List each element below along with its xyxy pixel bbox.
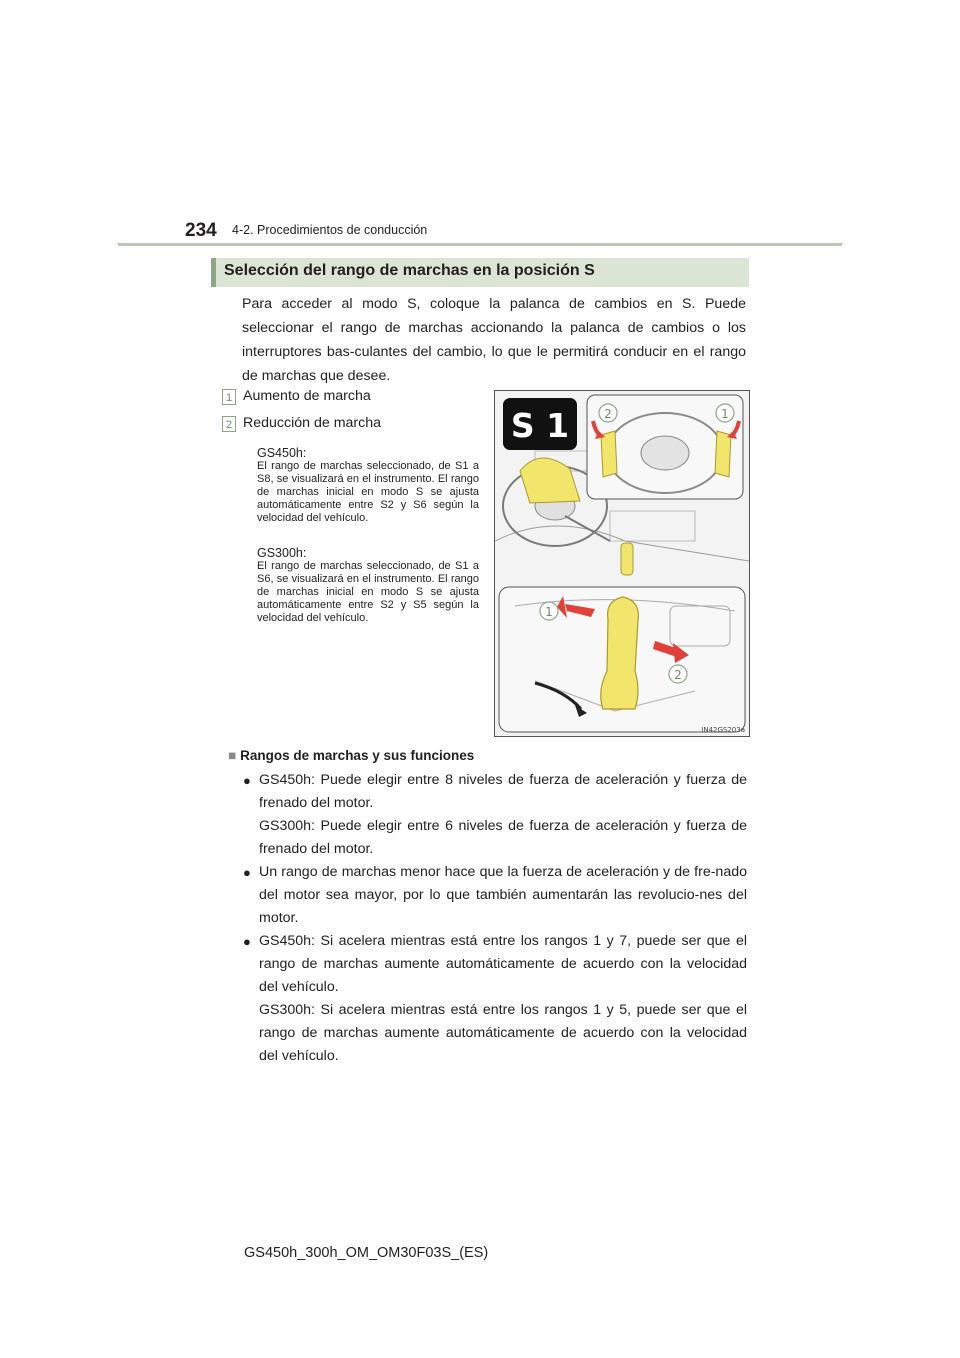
bullet-dot-icon: ●	[243, 773, 251, 788]
illustration-svg	[495, 391, 749, 736]
intro-paragraph: Para acceder al modo S, coloque la palanca de cambios en S. Puede seleccionar el rango de marchas accionando la palanca de cambios o los interruptores bas-culantes del cambio, lo que le permitirá conducir en el rango de marchas que desee.	[242, 296, 746, 384]
item-number-badge: 2	[222, 416, 236, 432]
bullet-line: GS300h: Si acelera mientras está entre los rangos 1 y 5, puede ser que el rango de marchas aumente automáticamente de acuerdo con la velocidad del vehículo.	[259, 1002, 747, 1064]
note-model: GS450h:	[257, 446, 307, 460]
left-paddle	[601, 431, 617, 477]
document-code: GS450h_300h_OM_OM30F03S_(ES)	[244, 1245, 489, 1261]
list-item	[243, 769, 747, 861]
gear-display-label: S 1	[510, 406, 570, 445]
callout-number: 2	[604, 407, 612, 421]
page-number: 234	[185, 220, 217, 241]
callout-number: 1	[721, 407, 729, 421]
right-paddle	[715, 431, 731, 477]
shift-illustration	[494, 390, 750, 737]
note-text: El rango de marchas seleccionado, de S1 a S8, se visualizará en el instrumento. El rango de marchas inicial en modo S se ajusta automáticamente entre S2 y S6 según la velocidad del vehículo.	[257, 460, 479, 524]
small-shift-lever	[621, 543, 633, 575]
square-bullet-icon: ■	[228, 748, 237, 763]
bullet-dot-icon: ●	[243, 865, 251, 880]
list-item	[243, 861, 747, 930]
inset-hub	[641, 436, 689, 470]
callout-number: 1	[545, 605, 553, 619]
bullet-line: GS450h: Puede elegir entre 8 niveles de fuerza de aceleración y fuerza de frenado del motor.	[259, 772, 747, 811]
callout-number: 2	[674, 668, 682, 682]
bullet-line: Un rango de marchas menor hace que la fuerza de aceleración y de fre-nado del motor sea mayor, por lo que también aumentarán las revolucio-nes del motor.	[259, 864, 747, 926]
item-label-downshift: Reducción de marcha	[243, 415, 382, 431]
header-rule	[118, 243, 842, 246]
item-number-badge: 1	[222, 389, 236, 405]
bullet-line: GS300h: Puede elegir entre 6 niveles de fuerza de aceleración y fuerza de frenado del motor.	[259, 818, 747, 857]
subsection-title-text: Rangos de marchas y sus funciones	[240, 748, 475, 763]
section-title: Selección del rango de marchas en la posición S	[224, 262, 595, 279]
subsection-title	[228, 748, 474, 763]
bullet-dot-icon: ●	[243, 934, 251, 949]
note-model: GS300h:	[257, 546, 307, 560]
figure-code: IN42GS203a	[701, 726, 745, 734]
note-gs450h	[257, 447, 479, 525]
note-gs300h	[257, 547, 479, 625]
item-label-upshift: Aumento de marcha	[243, 388, 371, 404]
bullet-line: GS450h: Si acelera mientras está entre los rangos 1 y 7, puede ser que el rango de marchas aumente automáticamente de acuerdo con la velocidad del vehículo.	[259, 933, 747, 995]
list-item	[243, 930, 747, 1068]
note-text: El rango de marchas seleccionado, de S1 a S6, se visualizará en el instrumento. El rango de marchas inicial en modo S se ajusta automáticamente entre S2 y S5 según la velocidad del vehículo.	[257, 560, 479, 624]
chapter-title: 4-2. Procedimientos de conducción	[232, 223, 428, 237]
